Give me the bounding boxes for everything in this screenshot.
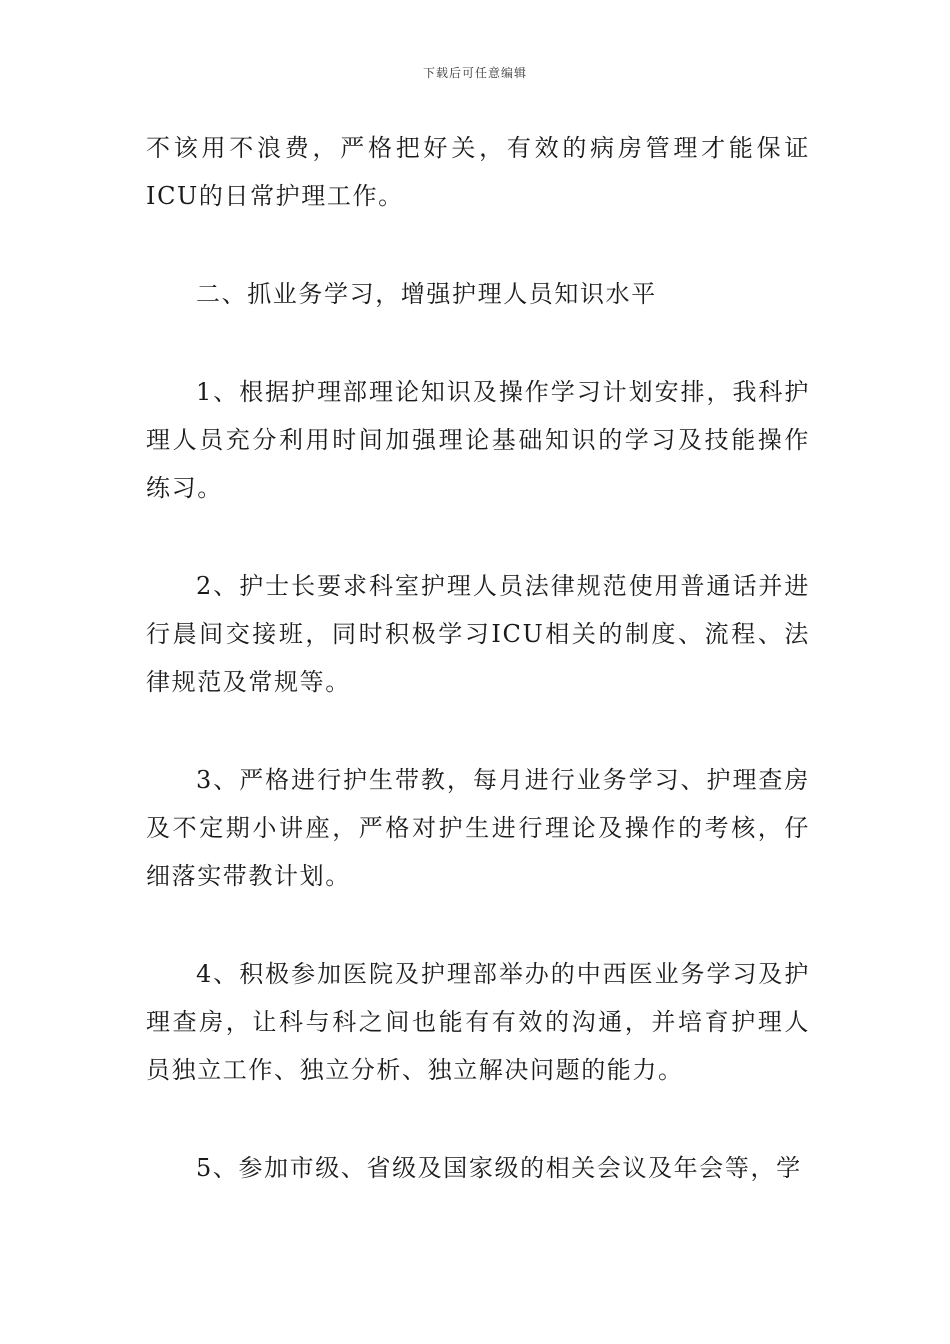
paragraph-item-4: 4、积极参加医院及护理部举办的中西医业务学习及护理查房，让科与科之间也能有有效的沟通，并培育护理人员独立工作、独立分析、独立解决问题的能力。 bbox=[146, 960, 810, 1084]
paragraph-item-2: 2、护士长要求科室护理人员法律规范使用普通话并进行晨间交接班，同时积极学习ICU相关的制度、流程、法律规范及常规等。 bbox=[146, 572, 810, 696]
section-heading: 二、抓业务学习，增强护理人员知识水平 bbox=[196, 280, 657, 308]
document-body bbox=[146, 124, 810, 1192]
paragraph-item-5: 5、参加市级、省级及国家级的相关会议及年会等，学 bbox=[196, 1154, 802, 1182]
paragraph-continuation: 不该用不浪费，严格把好关，有效的病房管理才能保证ICU的日常护理工作。 bbox=[146, 134, 810, 210]
paragraph-item-1: 1、根据护理部理论知识及操作学习计划安排，我科护理人员充分利用时间加强理论基础知识的学习及技能操作练习。 bbox=[146, 378, 810, 502]
page-header: 下载后可任意编辑 bbox=[422, 66, 527, 80]
paragraph-item-3: 3、严格进行护生带教，每月进行业务学习、护理查房及不定期小讲座，严格对护生进行理论及操作的考核，仔细落实带教计划。 bbox=[146, 766, 810, 890]
